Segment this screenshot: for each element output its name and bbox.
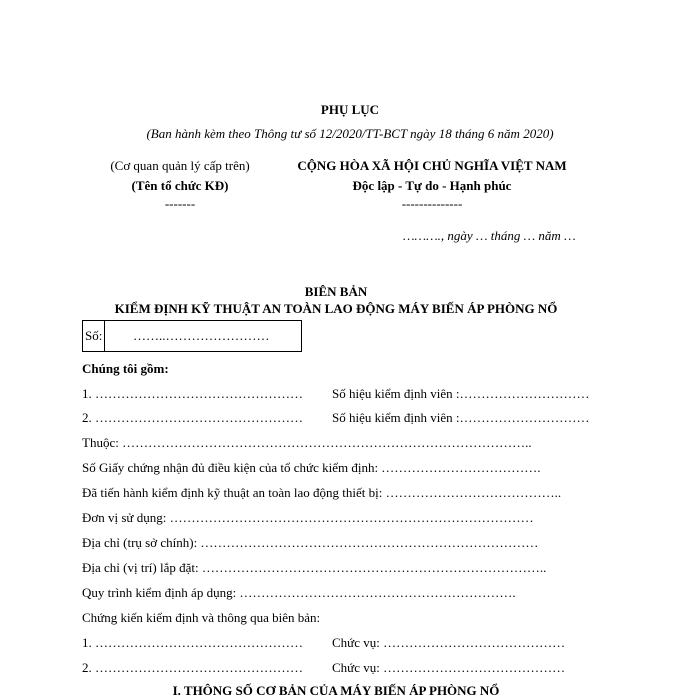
doc-subtitle: KIỂM ĐỊNH KỸ THUẬT AN TOÀN LAO ĐỘNG MÁY BIẾN ÁP PHÒNG NỔ — [114, 301, 558, 316]
certificate-line: Số Giấy chứng nhận đủ điều kiện của tổ chức kiểm định: ………………………………. — [82, 460, 541, 475]
address-install-line: Địa chỉ (vị trí) lắp đặt: …………………………………………………………………….. — [82, 560, 547, 575]
belong-line: Thuộc: ………………………………………………………………………………….. — [82, 435, 532, 450]
number-value: ……..…………………… — [133, 328, 270, 343]
doc-title: BIÊN BẢN — [304, 284, 368, 299]
country-name: CỘNG HÒA XÃ HỘI CHỦ NGHĨA VIỆT NAM — [297, 158, 567, 173]
section1-heading: I. THÔNG SỐ CƠ BẢN CỦA MÁY BIẾN ÁP PHÒNG NỔ — [172, 683, 500, 698]
performed-line: Đã tiến hành kiểm định kỹ thuật an toàn lao động thiết bị: ………………………………….. — [82, 485, 562, 500]
witness1-name: 1. ………………………………………… — [82, 635, 303, 650]
number-label: Số: — [85, 328, 103, 343]
inspection-org-name: (Tên tổ chức KĐ) — [131, 178, 229, 193]
address-hq-line: Địa chỉ (trụ sở chính): …………………………………………………………………… — [82, 535, 539, 550]
left-divider: ------- — [164, 196, 196, 211]
witness1-role: Chức vụ: …………………………………… — [332, 635, 566, 650]
motto: Độc lập - Tự do - Hạnh phúc — [352, 178, 512, 193]
user-unit-line: Đơn vị sử dụng: ………………………………………………………………………… — [82, 510, 534, 525]
parent-agency: (Cơ quan quản lý cấp trên) — [110, 158, 250, 173]
member1-name: 1. ………………………………………… — [82, 386, 303, 401]
member2-name: 2. ………………………………………… — [82, 410, 303, 425]
members-heading: Chúng tôi gồm: — [82, 361, 169, 376]
number-separator — [104, 321, 105, 351]
date-line: ………., ngày … tháng … năm … — [403, 228, 576, 243]
witness2-name: 2. ………………………………………… — [82, 660, 303, 675]
witness2-role: Chức vụ: …………………………………… — [332, 660, 566, 675]
right-divider: -------------- — [401, 196, 463, 211]
procedure-line: Quy trình kiểm định áp dụng: ………………………………………………………. — [82, 585, 516, 600]
appendix-subtitle: (Ban hành kèm theo Thông tư số 12/2020/TT-BCT ngày 18 tháng 6 năm 2020) — [146, 126, 554, 141]
member1-id: Số hiệu kiểm định viên :………………………… — [332, 386, 590, 401]
appendix-title: PHỤ LỤC — [320, 102, 380, 117]
member2-id: Số hiệu kiểm định viên :………………………… — [332, 410, 590, 425]
number-box — [82, 320, 302, 352]
witness-heading: Chứng kiến kiểm định và thông qua biên bản: — [82, 610, 321, 625]
